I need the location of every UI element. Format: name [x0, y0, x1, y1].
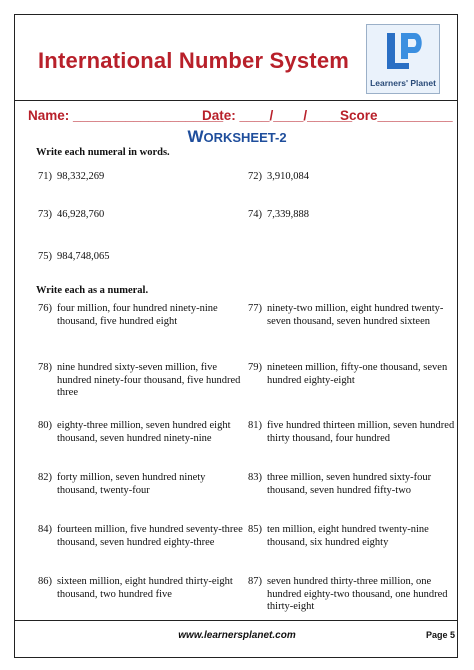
footer-divider: [14, 620, 458, 621]
footer-website-link[interactable]: www.learnersplanet.com: [178, 630, 296, 641]
section2-heading: Write each as a numeral.: [36, 285, 149, 296]
header-divider: [14, 100, 458, 101]
worksheet-title: WORKSHEET-2: [187, 127, 287, 146]
section1-heading: Write each numeral in words.: [36, 147, 170, 158]
learners-planet-logo: [366, 24, 440, 94]
logo-text: Learners' Planet: [370, 78, 436, 88]
name-field-label: Name: ____________________: [28, 108, 224, 123]
page-number: Page 5: [426, 630, 456, 640]
page-title: International Number System: [38, 48, 350, 73]
date-field-label: Date: ____/____/______: [202, 108, 353, 123]
score-field-label: Score__________: [340, 108, 453, 123]
lp-logo-icon: [381, 29, 427, 73]
